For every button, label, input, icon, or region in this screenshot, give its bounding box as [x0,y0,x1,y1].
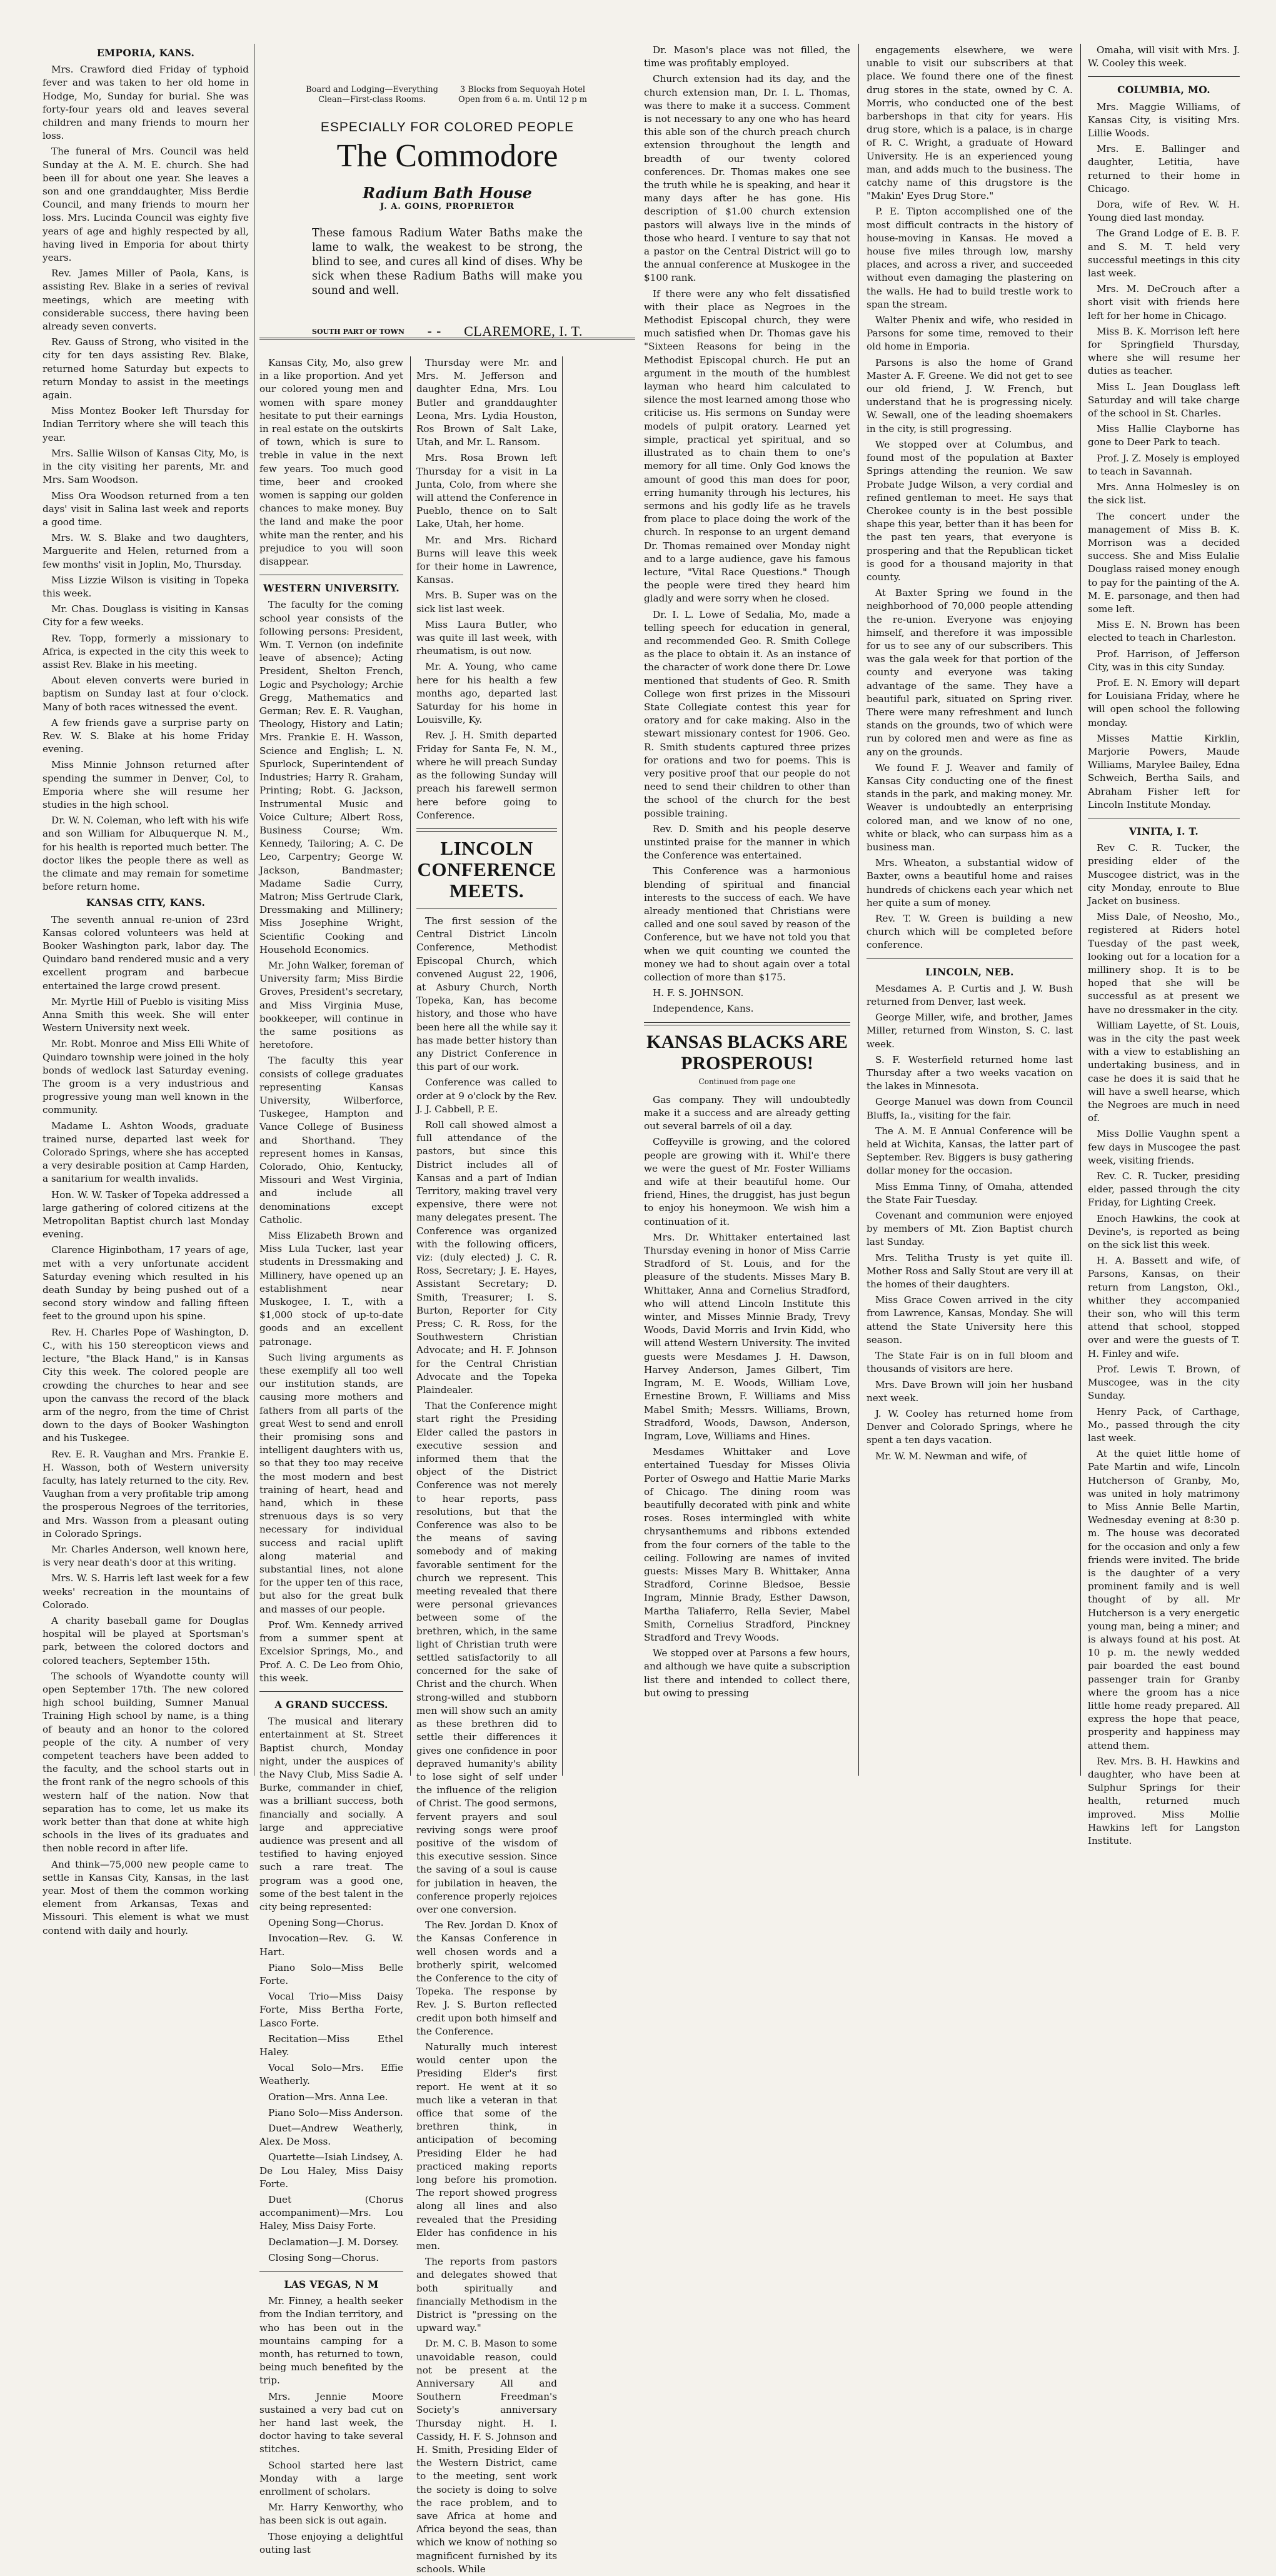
news-item: A charity baseball game for Douglas hospital will be played at Sportsman's park, between the colored doctors and colored teachers, September 15th. [43,1614,249,1666]
news-item: Miss Emma Tinny, of Omaha, attended the State Fair Tuesday. [867,1180,1073,1205]
news-item: Rev. H. Charles Pope of Washington, D. C., with his 150 stereopticon views and lecture, "the Black Hand," is in Kansas City this week. The colored people are crowding the churches to hear and see upon the canvass the record of the black arm of the negro, from the time of Christ down to the days of Booker Washington and his Tuskegee. [43,1326,249,1444]
news-item: That the Conference might start right the Presiding Elder called the pastors in executive session and informed them that the object of the District Conference was not merely to hear reports, pass resolutions, but that the Conference was also to be the means of saving somebody and of making favorable sentiment for the church we represent. This meeting revealed that there were personal grievances between some of the brethren, which, in the same light of Christian truth were settled satisfactorily to all concerned for the sake of Christ and the church. When strong-willed and stubborn men will show such an amity as these brethren did to settle their differences it gives one confidence in poor depraved humanity's ability to lose sight of self under the influence of the religion of Christ. The good sermons, fervent prayers and soul reviving songs were proof positive of the wisdom of this executive session. Since the saving of a soul is cause for jubilation in heaven, the conference properly rejoices over one conversion. [416,1400,557,1915]
heading-las-vegas: LAS VEGAS, N M [284,2278,379,2291]
news-item: Prof. Harrison, of Jefferson City, was in this city Sunday. [1088,648,1240,673]
news-item: Rev. Mrs. B. H. Hawkins and daughter, who have been at Sulphur Springs for their health, returned much improved. Miss Mollie Hawkins left for Langston Institute. [1088,1755,1240,1846]
news-item: Closing Song—Chorus. [268,2251,379,2263]
ad-subtitle: Radium Bath House [363,184,532,202]
kansas-blacks-items [644,1094,850,1700]
news-item: The funeral of Mrs. Council was held Sunday at the A. M. E. church. She had been ill for about one year. She leaves a son and one granddaughter, Miss Berdie Council, and many friends to mourn her loss. Mrs. Lucinda Council was eighty five years of age and highly respected by all, having lived in Emporia for about thirty years. [43,146,249,264]
parsons-items [867,44,1073,952]
news-item: Covenant and communion were enjoyed by members of Mt. Zion Baptist church last Sunday. [867,1210,1073,1248]
news-item: School started here last Monday with a large enrollment of scholars. [259,2459,403,2498]
news-item: Conference was called to order at 9 o'clock by the Rev. J. J. Cabbell, P. E. [416,1077,557,1115]
news-item: Mr. Chas. Douglass is visiting in Kansas City for a few weeks. [43,603,249,628]
news-item: Duet—Andrew Weatherly, Alex. De Moss. [259,2123,403,2148]
news-item: Hon. W. W. Tasker of Topeka addressed a large gathering of colored citizens at the Metropolitan Baptist church last Monday evening. [43,1189,249,1240]
news-item: Prof. Lewis T. Brown, of Muscogee, was in the city Sunday. [1088,1363,1240,1402]
news-item: Mrs. Dave Brown will join her husband next week. [867,1379,1073,1404]
news-item: Church extension had its day, and the church extension man, Dr. I. L. Thomas, was there to make it a success. Comment is not necessary to any one who has heard this able son of the church preach church extension throughout the length and breadth of our twenty colored conferences. Dr. Thomas makes one see the truth while he is speaking, and hear it many days after he has gone. His description of $1.00 church extension pastors will always live in the minds of those who heard. I venture to say that not a pastor on the Central District will go to the annual conference at Muskogee in the $100 rank. [644,73,850,284]
column-7 [1088,44,1240,1846]
news-item: Miss Grace Cowen arrived in the city from Lawrence, Kansas, Monday. She will attend the State University here this season. [867,1294,1073,1346]
news-item: Oration—Mrs. Anna Lee. [268,2091,388,2103]
news-item: And think—75,000 new people came to settle in Kansas City, Kansas, in the last year. Most of them the common working element from Arkansas, Texas and Missouri. This element is what we must contend with daily and hourly. [43,1858,249,1936]
news-item: Mrs. Telitha Trusty is yet quite ill. Mother Ross and Sally Stout are very ill at the homes of their daughters. [867,1252,1073,1291]
news-item: Parsons is also the home of Grand Master A. F. Greene. We did not get to see our old friend, J. W. French, but understand that he is progressing nicely. W. Sewall, one of the leading shoemakers in the city, is still progressing. [867,356,1073,435]
news-item: Prof. Wm. Kennedy arrived from a summer spent at Excelsior Springs, Mo., and Prof. A. C. De Leo from Ohio, this week. [259,1619,403,1684]
news-item: Mrs. W. S. Harris left last week for a few weeks' recreation in the mountains of Colorado. [43,1572,249,1611]
column-rule [410,356,411,1776]
news-item: At the quiet little home of Pate Martin and wife, Lincoln Hutcherson of Granby, Mo, was united in holy matrimony to Miss Annie Belle Martin, Wednesday evening at 8:30 p. m. The house was decorated for the occasion and only a few friends were invited. The bride is the daughter of a very prominent family and is well thought of by all. Mr Hutcherson is a very energetic young man, being a miner; and is always found at his post. At 10 p. m. the newly wedded pair boarded the east bound passenger train for Granby where the groom has a nice little home ready prepared. All express the hope that peace, prosperity and happiness may attend them. [1088,1448,1240,1751]
news-item: Mrs. Rosa Brown left Thursday for a visit in La Junta, Colo, from where she will attend the Conference in Pueblo, thence on to Salt Lake, Utah, her home. [416,452,557,530]
news-item: Rev. T. W. Green is building a new church which will be completed before conference. [867,913,1073,951]
heading-emporia: EMPORIA, KANS. [96,47,195,59]
emporia-items [43,63,249,893]
news-item: George Miller, wife, and brother, James Miller, returned from Winston, S. C. last week. [867,1012,1073,1050]
news-item: Dora, wife of Rev. W. H. Young died last monday. [1088,199,1240,224]
news-item: H. A. Bassett and wife, of Parsons, Kansas, on their return from Langston, Okl., whither they accompanied their son, who will this term attend that school, stopped over and were the guests of T. H. Finley and wife. [1088,1255,1240,1359]
heading-kansas-blacks: KANSAS BLACKS ARE PROSPEROUS! [646,1031,848,1074]
news-item: P. E. Tipton accomplished one of the most difficult contracts in the history of house-moving in Kansas. He moved a house five miles through low, marshy places, and across a river, and succeeded without even damaging the plastering on the walls. He had to build trestle work to span the stream. [867,206,1073,310]
news-item: Recitation—Miss Ethel Haley. [259,2033,403,2058]
news-item: Miss Hallie Clayborne has gone to Deer Park to teach. [1088,423,1240,448]
news-item: Rev. Gauss of Strong, who visited in the city for ten days assisting Rev. Blake, returned home Saturday but expects to return Monday to assist in the meetings again. [43,336,249,401]
news-item: Misses Mattie Kirklin, Marjorie Powers, Maude Williams, Marylee Bailey, Edna Schweich, Bertha Sails, and Abraham Fisher left for Lincoln Institute Monday. [1088,732,1240,810]
heading-western-university: WESTERN UNIVERSITY. [263,582,399,595]
column-1 [43,44,249,1936]
news-item: Gas company. They will undoubtedly make it a success and are already getting out several barrels of oil a day. [644,1094,850,1132]
news-item: Mrs. Crawford died Friday of typhoid fever and was taken to her old home in Hodge, Mo, Sunday for burial. She was forty-four years old and leaves several children and many friends to mourn her loss. [43,64,249,142]
news-item: Mr. Finney, a health seeker from the Indian territory, and who has been out in the mountains camping for a month, has returned to town, being much benefited by the trip. [259,2295,403,2387]
kansas-city-mo-items [259,356,403,568]
ad-location-hours: 3 Blocks from Sequoyah Hotel Open from 6 a. m. Until 12 p m [458,85,587,104]
news-item: Walter Phenix and wife, who resided in Parsons for some time, removed to their old home in Emporia. [867,314,1073,353]
news-item: Dr. I. L. Lowe of Sedalia, Mo, made a telling speech for education in general, and recommended Geo. R. Smith College as the place to obtain it. As an instance of the character of work done there Dr. Lowe mentioned that students of Geo. R. Smith College won first prizes in the Missouri State Collegiate contest this year for oratory and for cake making. Also in the stewart missionary contest for 1906. Geo. R. Smith students captured three prizes for orations and two for poems. This is very positive proof that our people do not need to send their children to other than the school of the church for the best possible training. [644,608,850,819]
news-item: Miss Laura Butler, who was quite ill last week, with rheumatism, is out now. [416,618,557,657]
news-item: Naturally much interest would center upon the Presiding Elder's first report. He went at it so much like a veteran in that office that some of the brethren think, in anticipation of becoming Presiding Elder he had practiced making reports long before his promotion. The report showed progress along all lines and also revealed that the Presiding Elder has confidence in his men. [416,2041,557,2252]
news-item: The concert under the management of Miss B. K. Morrison was a decided success. She and Miss Eulalie Douglass raised money enough to pay for the painting of the A. M. E. parsonage, and then had some left. [1088,510,1240,615]
ad-body: These famous Radium Water Baths make the lame to walk, the weakest to be strong, the blind to see, and cures all kind of dises. Why be sick when these Radium Baths will make you sound and well. [312,227,583,297]
ad-city: CLAREMORE, I. T. [464,323,583,339]
news-item: Mrs. M. DeCrouch after a short visit with friends here left for her home in Chicago. [1088,283,1240,321]
news-item: Mr. A. Young, who came here for his health a few months ago, departed last Saturday for his home in Louisville, Ky. [416,661,557,726]
news-item: Mrs. Sallie Wilson of Kansas City, Mo, is in the city visiting her parents, Mr. and Mrs. Sam Woodson. [43,447,249,486]
news-item: Miss Elizabeth Brown and Miss Lula Tucker, last year students in Dressmaking and Millinery, have opened up an establishment near Muskogee, I. T., with a $1,000 stock of up-to-date goods and an excellent patronage. [259,1230,403,1347]
news-item: Opening Song—Chorus. [268,1917,384,1929]
news-item: The State Fair is on in full bloom and thousands of visitors are here. [867,1350,1073,1375]
heading-lincoln-conference: LINCOLN CONFERENCE MEETS. [417,837,556,902]
news-item: Mr. and Mrs. Richard Burns will leave this week for their home in Lawrence, Kansas. [416,534,557,586]
news-item: At Baxter Spring we found in the neighborhood of 70,000 people attending the re-union. Everyone was enjoying himself, and therefore it was impossible for us to see any of our subscribers. This was the gala week for that portion of the county and everyone was taking advantage of the same. They have a beautiful park, situated on Spring river. There were many refreshment and lunch stands on the grounds, two of which were run by colored men and were as fine as any on the grounds. [867,587,1073,758]
news-item: Miss L. Jean Douglass left Saturday and will take charge of the school in St. Charles. [1088,381,1240,420]
news-item: Those enjoying a delightful outing last [259,2530,403,2555]
news-item: Independence, Kans. [653,1003,754,1015]
ad-especially: ESPECIALLY FOR COLORED PEOPLE [320,120,575,134]
news-item: George Manuel was down from Council Bluffs, Ia., visiting for the fair. [867,1096,1073,1121]
news-item: We found F. J. Weaver and family of Kansas City conducting one of the finest stands in the park, and making money. Mr. Weaver is undoubtedly an enterprising colored man, and we know of no one, white or black, who can surpass him as a business man. [867,762,1073,853]
news-item: Kansas City, Mo, also grew in a like proportion. And yet our colored young men and women with spare money hesitate to put their earnings in real estate on the outskirts of town, which is sure to treble in value in the next few years. Too much good time, beer and crooked women is sapping our golden chances to make money. Buy the land and make the poor white man the renter, and his prejudice to you will soon disappear. [259,357,403,568]
news-item: The musical and literary entertainment at St. Street Baptist church, Monday night, under the auspices of the Navy Club, Miss Sadie A. Burke, commander in chief, was a brilliant success, both financially and socially. A large and appreciative audience was present and all testified to having enjoyed such a rare treat. The program was a good one, some of the best talent in the city being represented: [259,1716,403,1913]
news-item: The Rev. Jordan D. Knox of the Kansas Conference in well chosen words and a brotherly spirit, welcomed the Conference to the city of Topeka. The response by Rev. J. S. Burton reflected credit upon both himself and the Conference. [416,1919,557,2037]
news-item: Rev. James Miller of Paola, Kans, is assisting Rev. Blake in a series of revival meetings, which are meeting with considerable success, there having been already seven converts. [43,268,249,333]
news-item: We stopped over at Parsons a few hours, and although we have quite a subscription list there and intended to collect there, but owing to pressing [644,1648,850,1699]
news-item: Dr. W. N. Coleman, who left with his wife and son William for Albuquerque N. M., for his health is reported much better. The doctor likes the people there as well as the climate and may remain for sometime before return home. [43,815,249,893]
news-item: Dr. M. C. B. Mason to some unavoidable reason, could not be present at the Anniversary All and Southern Freedman's Society's anniversary Thursday night. H. I. Cassidy, H. F. S. Johnson and H. Smith, Presiding Elder of the Western District, came to the meeting, sent work the society is doing to solve the race problem, and to save Africa at home and Africa beyond the seas, than which we know of nothing so magnificent furnished by its schools. While [416,2338,557,2575]
news-item: Mrs. B. Super was on the sick list last week. [416,590,557,615]
ad-proprietor: J. A. GOINS, PROPRIETOR [380,202,515,211]
heading-lincoln-neb: LINCOLN, NEB. [925,965,1014,978]
las-vegas-items [259,2295,403,2557]
ad-south-part: SOUTH PART OF TOWN [312,327,404,336]
column-5 [644,44,850,1776]
news-item: Mrs. Maggie Williams, of Kansas City, is visiting Mrs. Lillie Woods. [1088,101,1240,139]
news-item: Mrs. E. Ballinger and daughter, Letitia, have returned to their home in Chicago. [1088,143,1240,194]
news-item: Miss Lizzie Wilson is visiting in Topeka this week. [43,574,249,599]
heading-columbia-mo: COLUMBIA, MO. [1117,84,1210,96]
las-vegas-continued-items [416,356,557,822]
ad-board-lodging: Board and Lodging—Everything Clean—First-class Rooms. [306,85,438,104]
lincoln-conference-items [416,915,557,2576]
news-item: Mrs. W. S. Blake and two daughters, Marguerite and Helen, returned from a few months' visit in Joplin, Mo, Thursday. [43,532,249,570]
omaha-items [1088,44,1240,70]
news-item: Invocation—Rev. G. W. Hart. [259,1933,403,1958]
news-item: We stopped over at Columbus, and found most of the population at Baxter Springs attending the reunion. We saw Probate Judge Wilson, a very cordial and refined gentleman to meet. He says that Cherokee county is in the best possible shape this year, better than it has been for the past ten years, that everyone is prospering and that the Republican ticket is good for a thousand majority in that county. [867,438,1073,583]
news-item: Mr. Robt. Monroe and Miss Elli White of Quindaro township were joined in the holy bonds of wedlock last Saturday evening. The groom is a very industrious and progressive young man well known in the community. [43,1038,249,1116]
news-item: Duet (Chorus accompaniment)—Mrs. Lou Haley, Miss Daisy Forte. [259,2194,403,2232]
news-item: Miss B. K. Morrison left here for Springfield Thursday, where she will resume her duties as teacher. [1088,325,1240,377]
news-item: Mr. Harry Kenworthy, who has been sick is out again. [259,2502,403,2527]
heading-grand-success: A GRAND SUCCESS. [274,1698,388,1711]
news-item: If there were any who felt dissatisfied with their place as Negroes in the Methodist Episcopal church, they were much satisfied when Dr. Thomas gave his "Sixteen Reasons for being in the Methodist Episcopal church. He put an argument in the mouth of the humblest layman who heard him calculated to silence the most learned among those who criticise us. His sermons on Sunday were models of pulpit oratory. Learned yet simple, practical yet spiritual, and so illustrated as to chain them to one's memory for all time. Only God knows the amount of good this man does for poor, erring humanity through his lectures, his sermons and his godly life as he travels from place to place doing the work of the church. In response to an urgent demand Dr. Thomas remained over Monday night and to a large audience, gave his famous lecture, "Vital Race Questions." Though the people were tired they heard him gladly and were sorry when he closed. [644,288,850,605]
news-item: The reports from pastors and delegates showed that both spiritually and financially Methodism in the District is "pressing on the upward way." [416,2256,557,2334]
news-item: A few friends gave a surprise party on Rev. W. S. Blake at his home Friday evening. [43,717,249,755]
news-item: Mr. Myrtle Hill of Pueblo is visiting Miss Anna Smith this week. She will enter Western University next week. [43,995,249,1034]
columbia-items [1088,101,1240,812]
news-item: The A. M. E Annual Conference will be held at Wichita, Kansas, the latter part of September. Rev. Biggers is busy gathering dollar money for the occasion. [867,1125,1073,1177]
ad-title: The Commodore [336,138,558,174]
news-item: The faculty for the coming school year consists of the following persons: President, Wm. T. Vernon (on indefinite leave of absence); Acting President, Shelton French, Logic and Psychology; Archie Gregg, Mathematics and German; Rev. E. R. Vaughan, Theology, History and Latin; Mrs. Frankie E. H. Wasson, Science and English; L. N. Spurlock, Superintendent of Industries; Harry R. Graham, Printing; Robt. G. Jackson, Instrumental Music and Voice Culture; Albert Ross, Business Course; Wm. Kennedy, Tailoring; A. C. De Leo, Carpentry; George W. Jackson, Bandmaster; Madame Sadie Curry, Matron; Miss Gertrude Clark, Dressmaking and Millinery; Miss Josephine Wright, Scientific Cooking and Household Economics. [259,599,403,955]
newspaper-page [43,44,1240,2575]
news-item: The Grand Lodge of E. B. F. and S. M. T. held very successful meetings in this city last week. [1088,228,1240,279]
news-item: Miss Dale, of Neosho, Mo., registered at Riders hotel Tuesday of the past week, looking out for a location for a millinery shop. It is to be hoped that she will be successful as at present we have no dressmaker in the city. [1088,911,1240,1015]
heading-vinita: VINITA, I. T. [1128,825,1199,837]
news-item: Mrs. Wheaton, a substantial widow of Baxter, owns a beautiful home and raises hundreds of chickens each year which net her quite a sum of money. [867,857,1073,908]
news-item: Miss Montez Booker left Thursday for Indian Territory where she will teach this year. [43,405,249,443]
column-6 [867,44,1073,1776]
news-item: Clarence Higinbotham, 17 years of age, met with a very unfortunate accident Saturday evening which resulted in his death Sunday by being pushed out of a second story window and falling fifteen feet to the ground upon his spine. [43,1244,249,1322]
news-item: Mesdames Whittaker and Love entertained Tuesday for Misses Olivia Porter of Oswego and Hattie Marie Marks of Chicago. The dining room was beautifully decorated with pink and white roses. Roses intermingled with white chrysanthemums and ribbons extended from the four corners of the table to the ceiling. Following are names of invited guests: Misses Mary B. Whittaker, Anna Stradford, Corinne Bledsoe, Bessie Ingram, Minnie Brady, Esther Dawson, Martha Taliaferro, Rella Sevier, Mabel Smith, Cornelius Stradford, Pinckney Stradford and Trevy Woods. [644,1446,850,1643]
western-university-items [259,598,403,1684]
news-item: engagements elsewhere, we were unable to visit our subscribers at that place. We found there one of the finest drug stores in the state, owned by C. A. Morris, who conducted one of the best barbershops in that city for years. His drug store, which is a palace, is in charge of R. C. Wright, a graduate of Howard University. He is an experienced young man, and adds much to the business. The catchy name of this drugstore is the "Makin' Eyes Drug Store." [867,44,1073,202]
news-item: About eleven converts were buried in baptism on Sunday last at four o'clock. Many of both races witnessed the event. [43,675,249,713]
ad-dashes: - - [427,323,441,340]
news-item: Henry Pack, of Carthage, Mo., passed through the city last week. [1088,1406,1240,1444]
news-item: Roll call showed almost a full attendance of the pastors, but since this District includes all of Kansas and a part of Indian Territory, making travel very expensive, there were not many delegates present. The Conference was organized with the following officers, viz: (duly elected) J. C. R. Ross, Secretary; J. E. Hayes, Assistant Secretary; D. Smith, Treasurer; I. S. Burton, Reporter for City Press; C. R. Ross, for the Southwestern Christian Advocate; and H. F. Johnson for the Central Christian Advocate and the Topeka Plaindealer. [416,1119,557,1396]
grand-success-items [259,1715,403,2265]
news-item: Vocal Solo—Mrs. Effie Weatherly. [259,2062,403,2087]
news-item: Prof. J. Z. Mosely is employed to teach in Savannah. [1088,452,1240,477]
column-3 [416,356,557,2575]
news-item: Coffeyville is growing, and the colored people are growing with it. Whil'e there we were the guest of Mr. Foster Williams and wife at their beautiful home. Our friend, Hines, the druggist, has just begun to enjoy his honeymoon. We wish him a continuation of it. [644,1136,850,1227]
news-item: This Conference was a harmonious blending of spiritual and financial interests to the success of each. We have already mentioned that Christians were called and one soul saved by reason of the Conference, but we have not told you that when we quit counting we counted the money we had to shout again over a total collection of more than $175. [644,865,850,984]
column-rule [1080,44,1081,1776]
news-item: Quartette—Isiah Lindsey, A. De Lou Haley, Miss Daisy Forte. [259,2151,403,2190]
news-item: Rev. E. R. Vaughan and Mrs. Frankie E. H. Wasson, both of Western university faculty, has lately returned to the city. Rev. Vaughan from a very profitable trip among the prosperous Negroes of the territories, and Mrs. Wasson from a pleasant outing in Colorado Springs. [43,1448,249,1539]
news-item: Mr. W. M. Newman and wife, of [875,1450,1027,1462]
news-item: Enoch Hawkins, the cook at Devine's, is reported as being on the sick list this week. [1088,1212,1240,1251]
news-item: William Layette, of St. Louis, was in the city the past week with a view to establishing an undertaking business, and in case he does it is said that he will have a swell hearse, which the Negroes are much in need of. [1088,1019,1240,1124]
news-item: Rev. Topp, formerly a missionary to Africa, is expected in the city this week to assist Rev. Blake in his meeting. [43,632,249,670]
news-item: Madame L. Ashton Woods, graduate trained nurse, departed last week for Colorado Springs, where she has accepted a very desirable position at Camp Harden, a sanitarium for wealth invalids. [43,1120,249,1185]
news-item: Mesdames A. P. Curtis and J. W. Bush returned from Denver, last week. [867,982,1073,1008]
news-item: Rev C. R. Tucker, the presiding elder of the Muscogee district, was in the city Monday, enroute to Blue Jacket on business. [1088,842,1240,907]
conference-continued-items [644,44,850,1016]
news-item: Dr. Mason's place was not filled, the time was profitably employed. [644,44,850,69]
news-item: Such living arguments as these exemplify all too well our institution stands, are causing more mothers and fathers from all parts of the great West to send and enroll their promising sons and intelligent daughters with us, so that they too may receive the most modern and best training of heart, head and hand, which in these strenuous days is so very necessary for individual success and racial uplift along material and substantial lines, not alone for the upper ten of this race, but also for the great bulk and masses of our people. [259,1351,403,1615]
news-item: Piano Solo—Miss Belle Forte. [259,1961,403,1986]
column-4 [568,356,635,1776]
news-item: Rev. J. H. Smith departed Friday for Santa Fe, N. M., where he will preach Sunday as the following Sunday will preach his farewell sermon here before going to Conference. [416,730,557,821]
news-item: Thursday were Mr. and Mrs. M. Jefferson and daughter Edna, Mrs. Lou Butler and granddaughter Leona, Mrs. Lydia Houston, Ros Brown of Salt Lake, Utah, and Mr. L. Ransom. [416,357,557,448]
continued-note: Continued from page one [698,1077,796,1086]
news-item: The first session of the Central District Lincoln Conference, Methodist Episcopal Church, which convened August 22, 1906, at Asbury Church, North Topeka, Kan, has become history, and those who have been here all the while say it has made better history than any District Conference in this part of our work. [416,915,557,1073]
lincoln-neb-items [867,982,1073,1463]
news-item: Vocal Trio—Miss Daisy Forte, Miss Bertha Forte, Lasco Forte. [259,1991,403,2029]
news-item: Declamation—J. M. Dorsey. [268,2236,399,2248]
news-item: S. F. Westerfield returned home last Thursday after a two weeks vacation on the lakes in Minnesota. [867,1054,1073,1092]
vinita-items [1088,842,1240,1848]
news-item: The schools of Wyandotte county will open September 17th. The new colored high school building, Sumner Manual Training High school by name, is a thing of beauty and an honor to the colored people of the city. A number of very competent teachers have been added to the faculty, and the school starts out in the front rank of the negro schools of this western half of the nation. Now that separation has to come, let us make its work better than that done at white high schools in the lives of its graduates and then noble record in after life. [43,1670,249,1854]
commodore-advertisement [259,44,635,340]
news-item: Mrs. Jennie Moore sustained a very bad cut on her hand last week, the doctor having to take several stitches. [259,2390,403,2455]
news-item: J. W. Cooley has returned home from Denver and Colorado Springs, where he spent a ten days vacation. [867,1407,1073,1446]
news-item: Miss Ora Woodson returned from a ten days' visit in Salina last week and reports a good time. [43,490,249,528]
news-item: The faculty this year consists of college graduates representing Kansas University, Wilberforce, Tuskegee, Hampton and Vance College of Business and Shorthand. They represent homes in Kansas, Colorado, Ohio, Kentucky, Missouri and West Virginia, and include all denominations except Catholic. [259,1055,403,1225]
news-item: Rev. D. Smith and his people deserve unstinted praise for the manner in which the Conference was entertained. [644,823,850,862]
column-2 [259,356,403,2555]
news-item: Mr. Charles Anderson, well known here, is very near death's door at this writing. [43,1543,249,1569]
news-item: Prof. E. N. Emory will depart for Louisiana Friday, where he will open school the following monday. [1088,677,1240,728]
column-rule [858,44,859,1776]
news-item: Miss Minnie Johnson returned after spending the summer in Denver, Col, to Emporia where she will resume her studies in the high school. [43,759,249,810]
news-item: Miss Dollie Vaughn spent a few days in Muscogee the past week, visiting friends. [1088,1128,1240,1166]
news-item: Rev. C. R. Tucker, presiding elder, passed through the city Friday, for Lighting Creek. [1088,1170,1240,1209]
column-rule [562,356,563,1776]
news-item: H. F. S. JOHNSON. [653,987,744,999]
news-item: The seventh annual re-union of 23rd Kansas colored volunteers was held at Booker Washington park, labor day. The Quindaro band rendered music and a very excellent program and barbecue entertained the large crowd present. [43,913,249,992]
news-item: Miss E. N. Brown has been elected to teach in Charleston. [1088,619,1240,644]
news-item: Omaha, will visit with Mrs. J. W. Cooley this week. [1088,44,1240,69]
news-item: Piano Solo—Miss Anderson. [268,2106,403,2118]
news-item: Mr. John Walker, foreman of University farm; Miss Birdie Groves, President's secretary, and Miss Virginia Muse, bookkeeper, will continue in the same positions as heretofore. [259,959,403,1051]
news-item: Mrs. Dr. Whittaker entertained last Thursday evening in honor of Miss Carrie Stradford of St. Louis, and for the pleasure of the students. Misses Mary B. Whittaker, Anna and Cornelius Stradford, who will attend Lincoln Institute this winter, and Misses Minnie Brady, Trevy Woods, David Morris and Irvin Kidd, who will attend Western University. The invited guests were Mesdames J. H. Dawson, Harvey Anderson, James Gilbert, Tim Ingram, M. E. Woods, William Love, Ernestine Brown, F. Williams and Miss Mabel Smith; Messrs. Williams, Brown, Stradford, Woods, Dawson, Anderson, Ingram, Love, Williams and Hines. [644,1231,850,1442]
kansas-city-items [43,913,249,1938]
news-item: Mrs. Anna Holmesley is on the sick list. [1088,481,1240,506]
heading-kansas-city-kans: KANSAS CITY, KANS. [86,897,206,909]
